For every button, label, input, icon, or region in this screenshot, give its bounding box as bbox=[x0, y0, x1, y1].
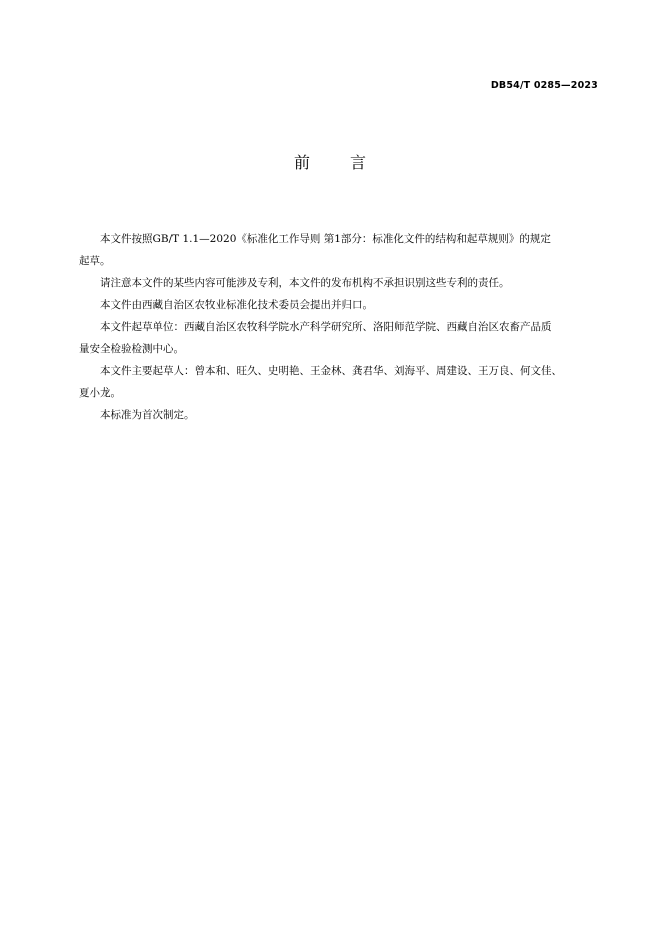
paragraph-line: 起草。 bbox=[79, 255, 111, 267]
foreword-body bbox=[79, 228, 599, 426]
paragraph-proposer bbox=[79, 294, 599, 316]
title-char-1: 前 bbox=[293, 153, 312, 172]
paragraph-drafting-rules bbox=[79, 228, 599, 272]
paragraph-first-edition bbox=[79, 404, 599, 426]
paragraph-line: 本文件由西藏自治区农牧业标准化技术委员会提出并归口。 bbox=[100, 299, 373, 311]
paragraph-drafters bbox=[79, 360, 599, 404]
paragraph-line: 量安全检验检测中心。 bbox=[79, 343, 184, 355]
paragraph-line: 请注意本文件的某些内容可能涉及专利，本文件的发布机构不承担识别这些专利的责任。 bbox=[100, 277, 510, 289]
title-char-2: 言 bbox=[350, 153, 369, 172]
paragraph-patent-notice bbox=[79, 272, 599, 294]
document-code: DB54/T 0285—2023 bbox=[490, 80, 598, 91]
paragraph-line: 本标准为首次制定。 bbox=[100, 409, 195, 421]
paragraph-line: 本文件主要起草人：曾本和、旺久、史明艳、王金林、龚君华、刘海平、周建设、王万良、何文佳、 bbox=[100, 365, 562, 377]
paragraph-line: 本文件起草单位：西藏自治区农牧科学院水产科学研究所、洛阳师范学院、西藏自治区农畜产品质 bbox=[100, 321, 552, 333]
page-title bbox=[0, 150, 662, 173]
paragraph-drafting-units bbox=[79, 316, 599, 360]
paragraph-line: 夏小龙。 bbox=[79, 387, 121, 399]
paragraph-line: 本文件按照GB/T 1.1—2020《标准化工作导则 第1部分：标准化文件的结构和起草规则》的规定 bbox=[100, 233, 551, 245]
